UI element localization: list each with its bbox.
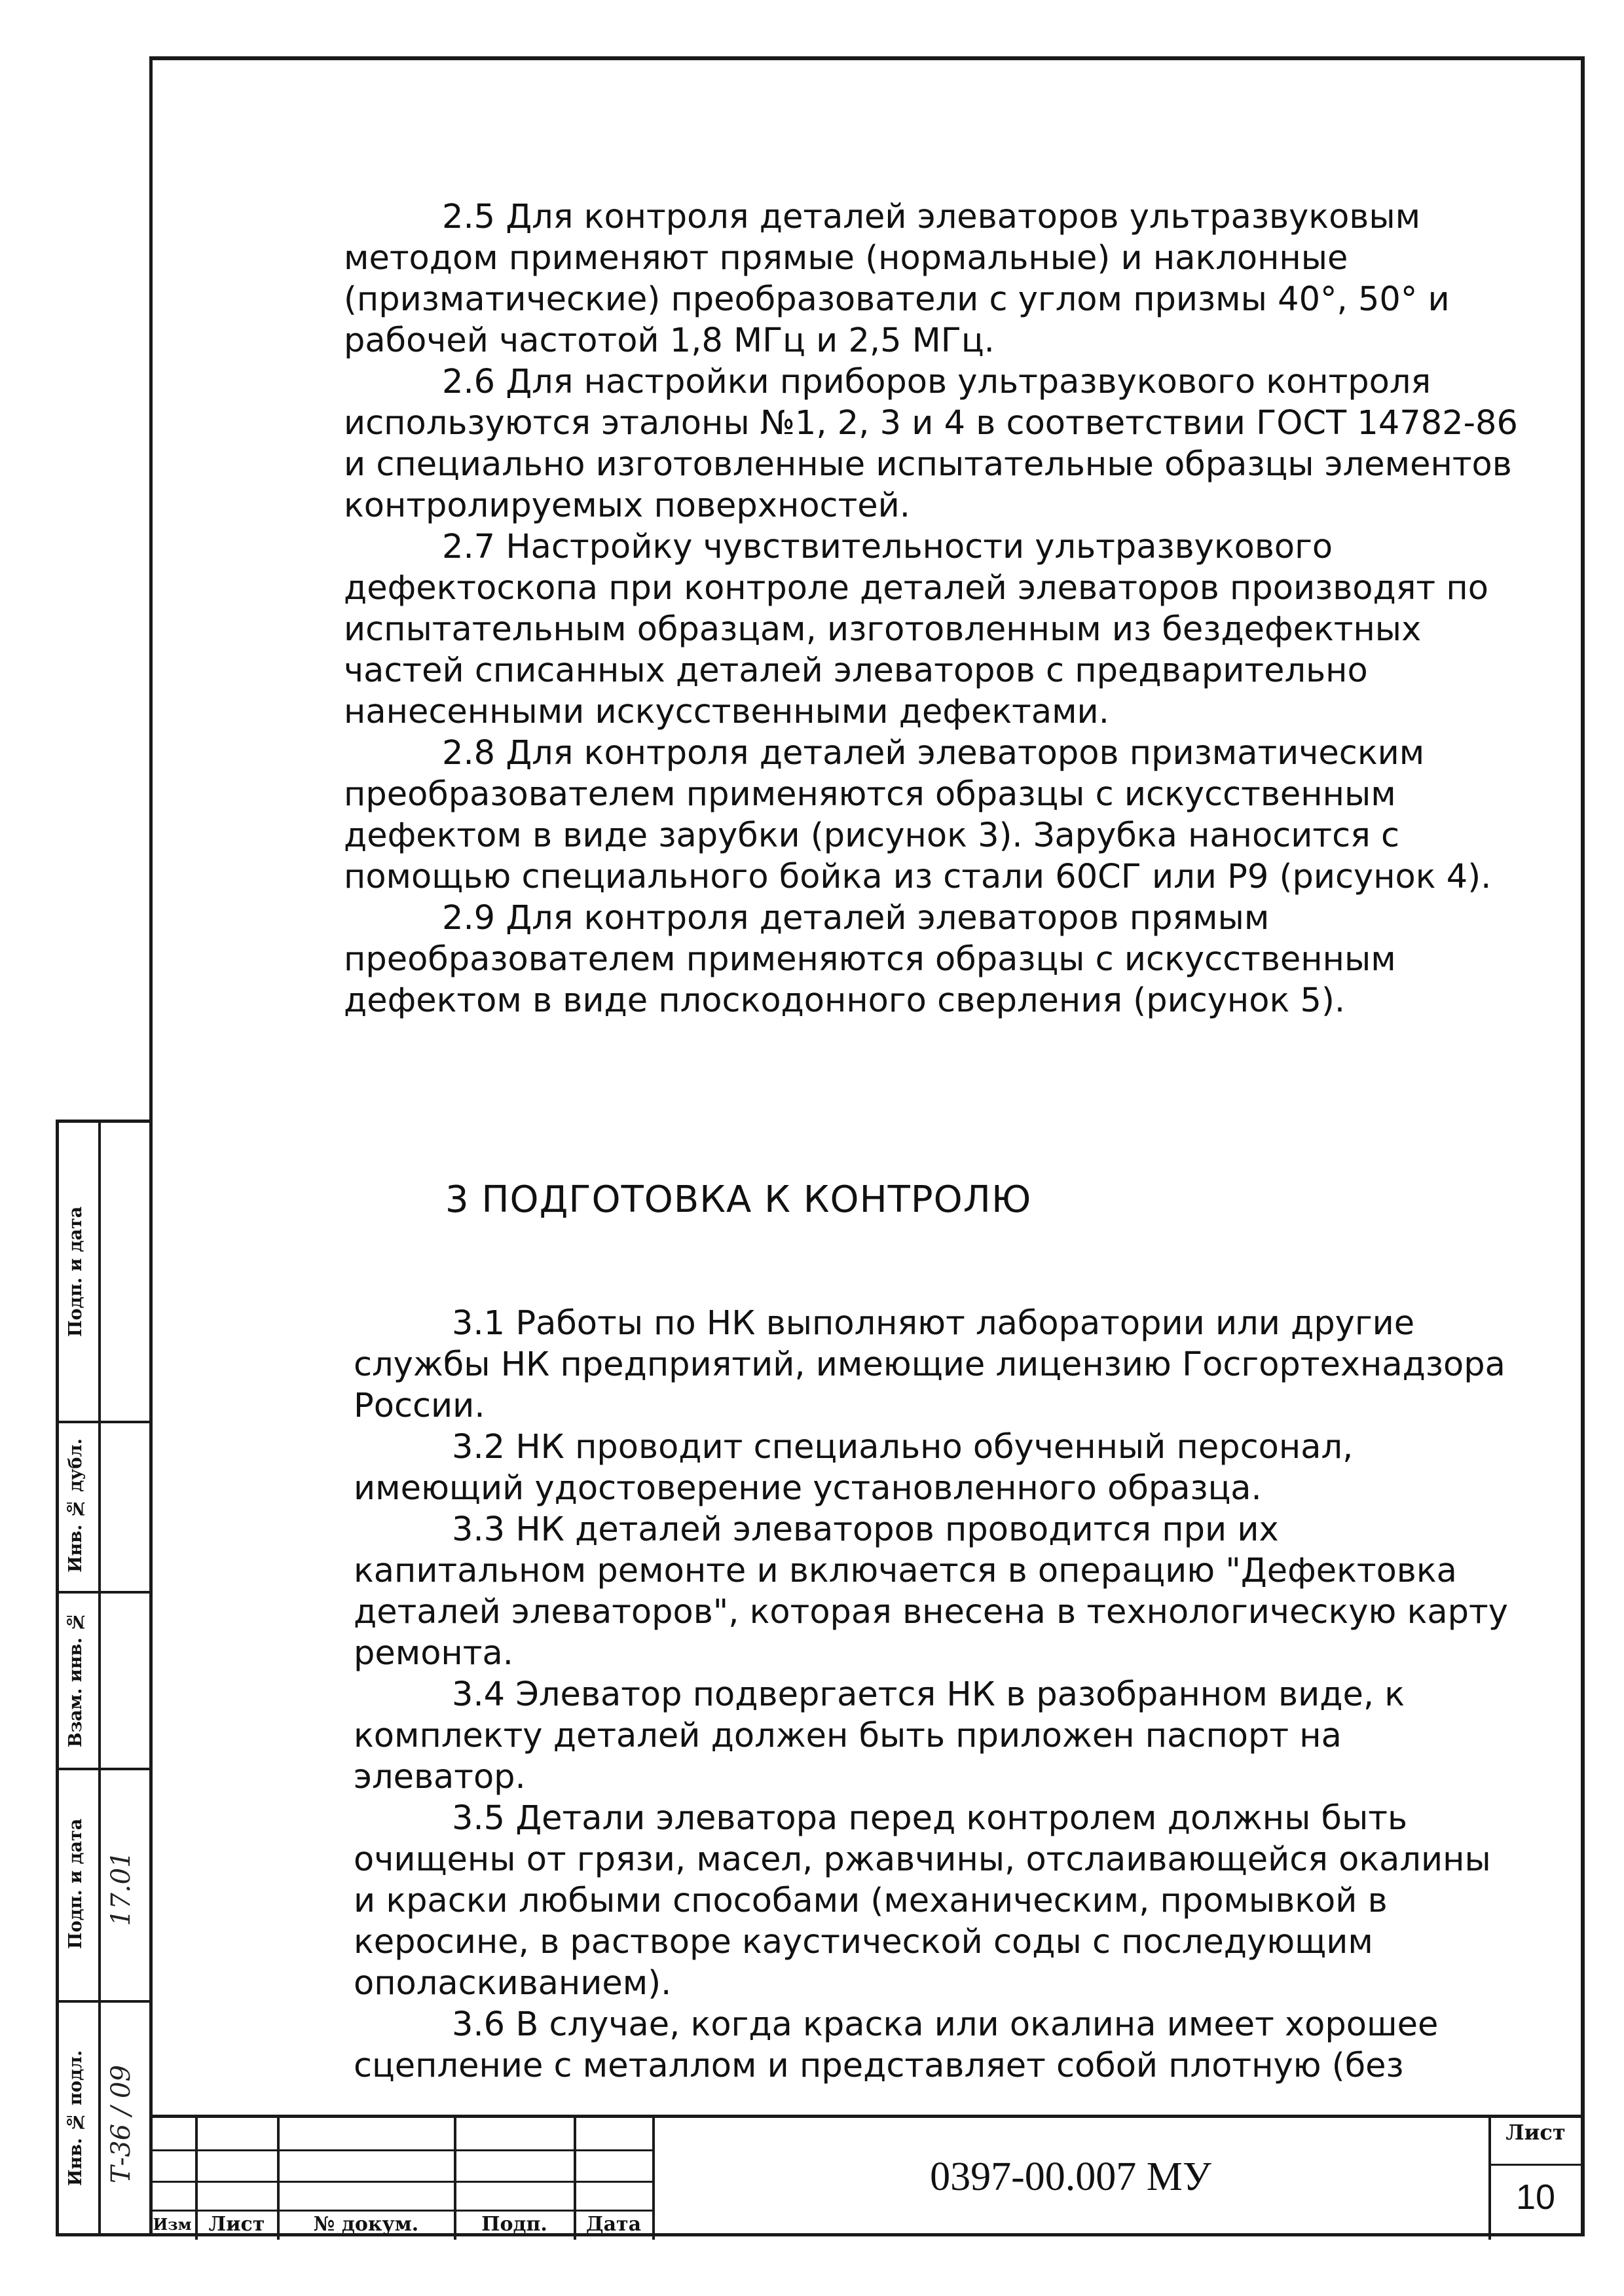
- paragraph-3-3: 3.3 НК деталей элеваторов проводится при их капитальном ремонте и включается в операцию "Дефектовка деталей элеваторов", которая внесена в технологическую карту ремонта.: [354, 1510, 1508, 1673]
- side-label-sign-date-1: Подп. и дата: [65, 1206, 86, 1338]
- section-3-heading: 3 ПОДГОТОВКА К КОНТРОЛЮ: [445, 1178, 1032, 1221]
- paragraph-2-6: 2.6 Для настройки приборов ультразвукового контроля используются эталоны №1, 2, 3 и 4 в соответствии ГОСТ 14782-86 и специально изготовленные испытательные образцы элементов контролируемых поверхностей.: [344, 363, 1518, 525]
- paragraph-3-5: 3.5 Детали элеватора перед контролем должны быть очищены от грязи, масел, ржавчины, отслаивающейся окалины и краски любыми способами (механическим, промывкой в керосине, в растворе каустической соды с последующим ополаскиванием).: [354, 1799, 1491, 2003]
- side-stamp-divider: [59, 2000, 153, 2003]
- paragraph-3-2: 3.2 НК проводит специально обученный персонал, имеющий удостоверение установленного образца.: [354, 1428, 1354, 1508]
- paragraph-2-9: 2.9 Для контроля деталей элеваторов прямым преобразователем применяются образцы с искусственным дефектом в виде плоскодонного сверления (рисунок 5).: [344, 899, 1396, 1020]
- sheet-number: 10: [1515, 2178, 1556, 2217]
- title-block-row-line: [149, 2210, 654, 2212]
- side-stamp-divider: [59, 1421, 153, 1423]
- paragraph-3-6: 3.6 В случае, когда краска или окалина имеет хорошее сцепление с металлом и представляет собой плотную (без: [354, 2005, 1439, 2085]
- side-stamp-divider: [59, 1591, 153, 1594]
- paragraph-3-1: 3.1 Работы по НК выполняют лаборатории или другие службы НК предприятий, имеющие лицензию Госгортехнадзора России.: [354, 1304, 1505, 1425]
- title-block-row-line: [149, 2181, 654, 2183]
- sheet-label: Лист: [1505, 2120, 1566, 2145]
- title-block-row-line: [1488, 2164, 1585, 2166]
- side-label-sign-date-2: Подп. и дата: [65, 1818, 86, 1950]
- paragraph-2-5: 2.5 Для контроля деталей элеваторов ультразвуковым методом применяют прямые (нормальные) и наклонные (призматические) преобразователи с углом призмы 40°, 50° и рабочей частотой 1,8 МГц и 2,5 МГц.: [344, 198, 1450, 360]
- col-label-change: Изм: [153, 2215, 192, 2234]
- side-label-orig-inv: Инв. № подл.: [65, 2050, 86, 2186]
- handwritten-date: 17.01: [106, 1851, 136, 1927]
- title-block-column-line: [1488, 2118, 1491, 2240]
- paragraph-2-8: 2.8 Для контроля деталей элеваторов призматическим преобразователем применяются образцы с искусственным дефектом в виде зарубки (рисунок 3). Зарубка наносится с помощью специального бойка из стали 60СГ или Р9 (рисунок 4).: [344, 734, 1492, 896]
- paragraph-2-7: 2.7 Настройку чувствительности ультразвукового дефектоскопа при контроле деталей элеваторов производят по испытательным образцам, изготовленным из бездефектных частей списанных деталей элеваторов с предварительно нанесенными искусственными дефектами.: [344, 528, 1488, 731]
- section-2-text: [344, 196, 1522, 1021]
- col-label-doc-number: № докум.: [313, 2213, 419, 2236]
- side-stamp: [56, 1120, 149, 2236]
- side-label-dup-inv: Инв. № дубл.: [65, 1438, 86, 1573]
- col-label-sheet: Лист: [208, 2213, 265, 2236]
- side-stamp-divider: [59, 1768, 153, 1770]
- col-label-signature: Подп.: [481, 2213, 547, 2236]
- title-block-row-line: [149, 2149, 654, 2151]
- section-3-text: [354, 1303, 1519, 2086]
- document-code: 0397-00.007 МУ: [930, 2155, 1211, 2199]
- col-label-date: Дата: [585, 2213, 642, 2236]
- paragraph-3-4: 3.4 Элеватор подвергается НК в разобранном виде, к комплекту деталей должен быть приложен паспорт на элеватор.: [354, 1675, 1405, 1796]
- side-label-replace-inv: Взам. инв. №: [65, 1611, 86, 1748]
- handwritten-inventory-number: Т-36 / 09: [106, 2065, 136, 2184]
